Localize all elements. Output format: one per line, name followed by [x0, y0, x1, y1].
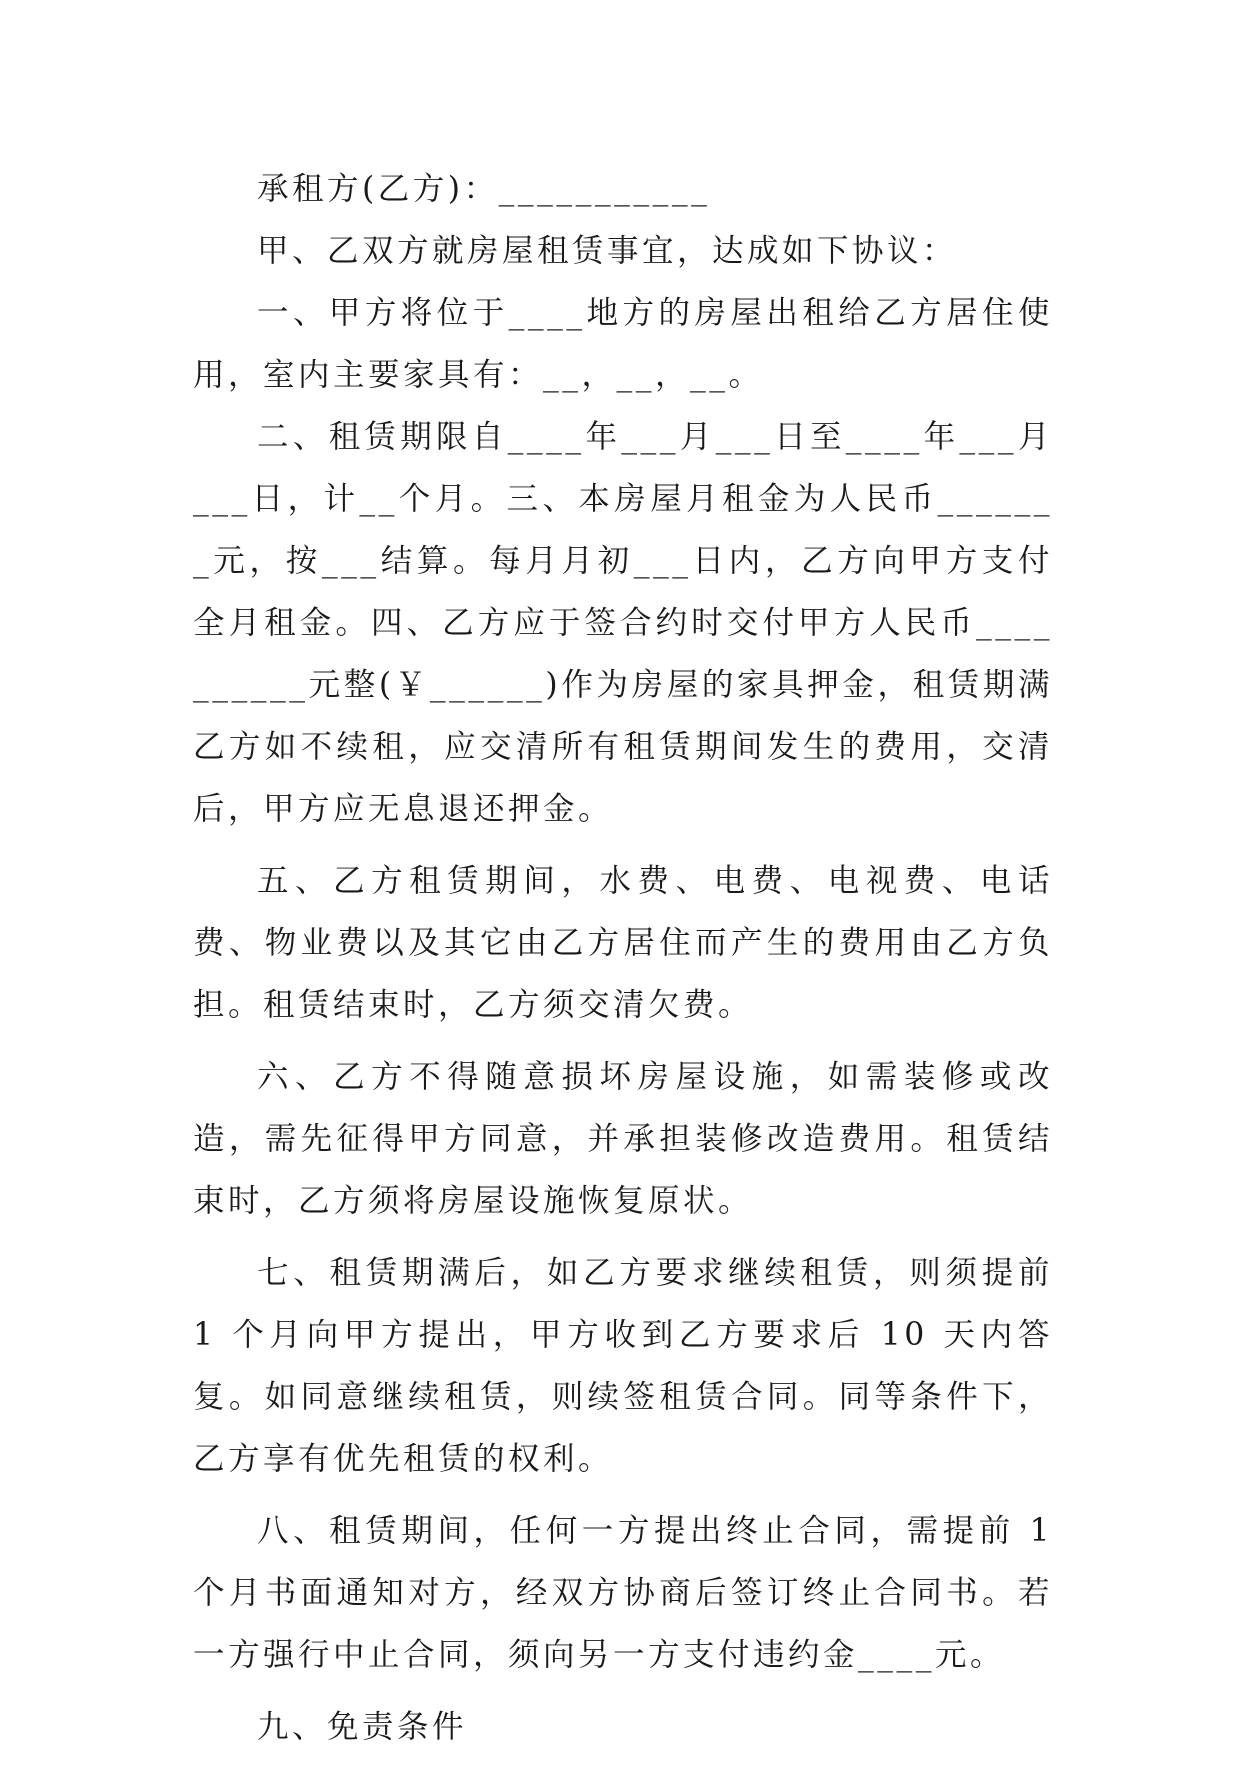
agreement-intro: 甲、乙双方就房屋租赁事宜，达成如下协议： [257, 233, 958, 269]
clause-7-renewal: 七、租赁期满后，如乙方要求继续租赁，则须提前 1 个月向甲方提出，甲方收到乙方要求后 10 天内答复。如同意继续租赁，则续签租赁合同。同等条件下，乙方享有优先租赁的权利。 [193, 1255, 1067, 1477]
clause-2-4-term-rent-deposit: 二、租赁期限自____年___月___日至____年___月___日，计__个月。三、本房屋月租金为人民币_______元，按___结算。每月月初___日内，乙方向甲方支付全月租金。四、乙方应于签合约时交付甲方人民币__________元整(￥______)作为房屋的家具押金，租赁期满乙方如不续租，应交清所有租赁期间发生的费用，交清后，甲方应无息退还押金。 [193, 419, 1053, 827]
contract-body [193, 158, 1067, 1768]
clause-1-property: 一、甲方将位于____地方的房屋出租给乙方居住使用，室内主要家具有：__，__，__。 [193, 295, 1053, 393]
clause-5-fees: 五、乙方租赁期间，水费、电费、电视费、电话费、物业费以及其它由乙方居住而产生的费用由乙方负担。租赁结束时，乙方须交清欠费。 [193, 863, 1053, 1023]
clause-6-facilities: 六、乙方不得随意损坏房屋设施，如需装修或改造，需先征得甲方同意，并承担装修改造费用。租赁结束时，乙方须将房屋设施恢复原状。 [193, 1059, 1053, 1219]
lessee-line: 承租方(乙方)：___________ [257, 171, 711, 207]
clause-8-termination: 八、租赁期间，任何一方提出终止合同，需提前 1 个月书面通知对方，经双方协商后签订终止合同书。若一方强行中止合同，须向另一方支付违约金____元。 [193, 1513, 1067, 1673]
clause-9-exemption: 九、免责条件 [257, 1709, 468, 1745]
